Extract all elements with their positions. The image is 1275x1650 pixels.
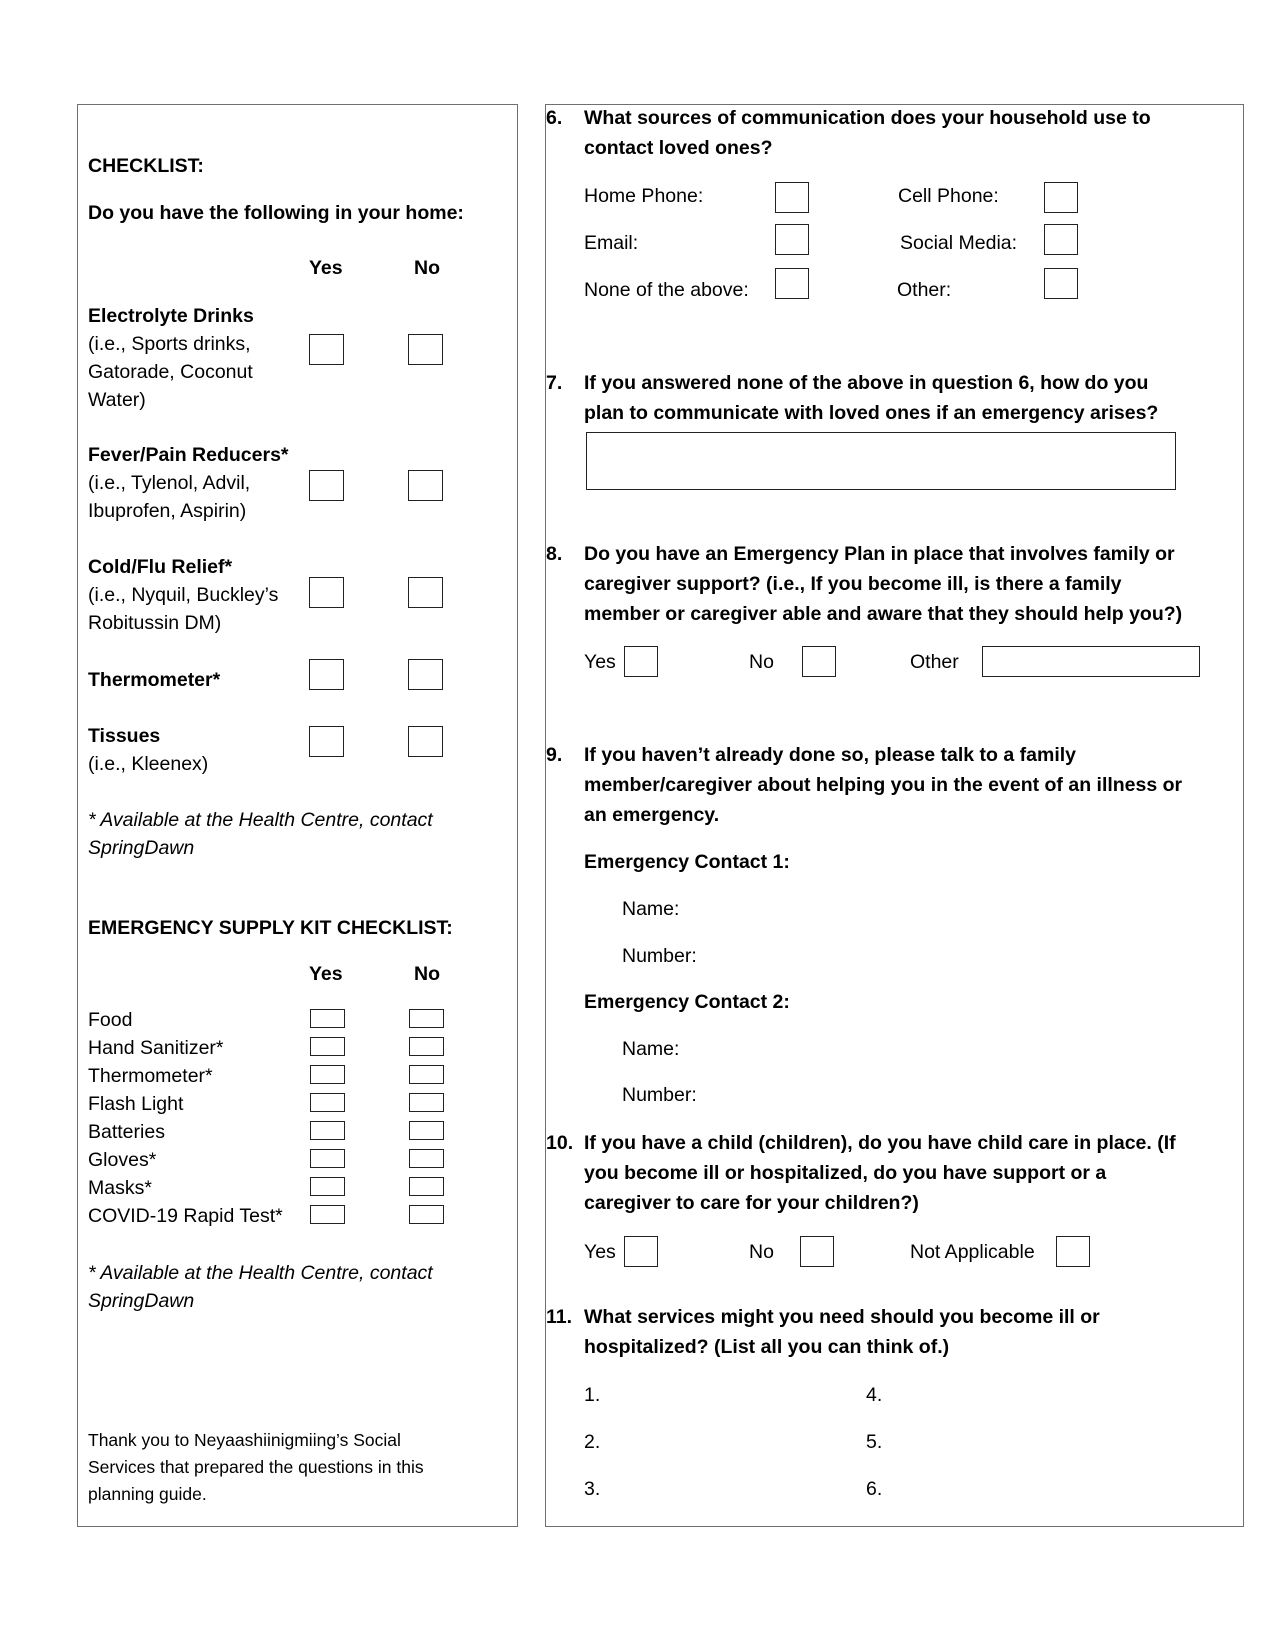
question-text: caregiver to care for your children?) bbox=[584, 1192, 919, 1214]
coldflu-no-checkbox[interactable] bbox=[408, 577, 443, 608]
emergency-plan-no-checkbox[interactable] bbox=[802, 646, 836, 677]
question-text: If you haven’t already done so, please talk to a family bbox=[584, 744, 1076, 766]
column-no: No bbox=[414, 257, 440, 279]
option-label: Other: bbox=[897, 279, 952, 301]
question-text: What services might you need should you become ill or bbox=[584, 1306, 1100, 1328]
cell-phone-checkbox[interactable] bbox=[1044, 182, 1078, 213]
option-label: Yes bbox=[584, 1241, 616, 1263]
question-text: hospitalized? (List all you can think of.) bbox=[584, 1336, 950, 1358]
option-label: Home Phone: bbox=[584, 185, 704, 207]
question-text: If you answered none of the above in question 6, how do you bbox=[584, 372, 1149, 394]
contact-2-name-label: Name: bbox=[622, 1038, 680, 1060]
option-label: None of the above: bbox=[584, 279, 749, 301]
service-list-item[interactable]: 3. bbox=[584, 1478, 601, 1500]
option-label: Email: bbox=[584, 232, 639, 254]
kit-item-yes-checkbox[interactable] bbox=[310, 1093, 345, 1112]
question-text: caregiver support? (i.e., If you become ill, is there a family bbox=[584, 573, 1122, 595]
option-label: No bbox=[749, 651, 774, 673]
question-text: Do you have an Emergency Plan in place that involves family or bbox=[584, 543, 1175, 565]
contact-1-number-label: Number: bbox=[622, 945, 697, 967]
question-text: contact loved ones? bbox=[584, 137, 773, 159]
question-number: 6. bbox=[546, 107, 563, 129]
kit-item-yes-checkbox[interactable] bbox=[310, 1205, 345, 1224]
thermometer-yes-checkbox[interactable] bbox=[309, 659, 344, 690]
question-text: an emergency. bbox=[584, 804, 720, 826]
item-detail: Water) bbox=[88, 389, 146, 411]
coldflu-yes-checkbox[interactable] bbox=[309, 577, 344, 608]
communication-plan-input[interactable] bbox=[586, 432, 1176, 490]
fever-yes-checkbox[interactable] bbox=[309, 470, 344, 501]
question-number: 7. bbox=[546, 372, 563, 394]
thanks-note: Services that prepared the questions in this bbox=[88, 1457, 424, 1477]
checklist-title: CHECKLIST: bbox=[88, 155, 204, 177]
kit-item-no-checkbox[interactable] bbox=[409, 1205, 444, 1224]
option-label: Not Applicable bbox=[910, 1241, 1035, 1263]
checklist-question: Do you have the following in your home: bbox=[88, 202, 464, 224]
availability-note: SpringDawn bbox=[88, 1290, 195, 1312]
availability-note: * Available at the Health Centre, contact bbox=[88, 1262, 433, 1284]
childcare-yes-checkbox[interactable] bbox=[624, 1236, 658, 1267]
question-number: 11. bbox=[546, 1306, 573, 1328]
item-detail: (i.e., Sports drinks, bbox=[88, 333, 251, 355]
tissues-yes-checkbox[interactable] bbox=[309, 726, 344, 757]
availability-note: * Available at the Health Centre, contact bbox=[88, 809, 433, 831]
kit-item-yes-checkbox[interactable] bbox=[310, 1009, 345, 1028]
column-yes: Yes bbox=[309, 257, 343, 279]
item-name: Cold/Flu Relief* bbox=[88, 556, 233, 578]
emergency-contact-2-heading: Emergency Contact 2: bbox=[584, 991, 790, 1013]
email-checkbox[interactable] bbox=[775, 224, 809, 255]
social-media-checkbox[interactable] bbox=[1044, 224, 1078, 255]
question-number: 8. bbox=[546, 543, 563, 565]
question-text: member or caregiver able and aware that they should help you?) bbox=[584, 603, 1183, 625]
kit-item-no-checkbox[interactable] bbox=[409, 1121, 444, 1140]
other-checkbox[interactable] bbox=[1044, 268, 1078, 299]
question-text: plan to communicate with loved ones if an emergency arises? bbox=[584, 402, 1159, 424]
service-list-item[interactable]: 4. bbox=[866, 1384, 883, 1406]
kit-item-yes-checkbox[interactable] bbox=[310, 1065, 345, 1084]
none-of-above-checkbox[interactable] bbox=[775, 268, 809, 299]
childcare-no-checkbox[interactable] bbox=[800, 1236, 834, 1267]
fever-no-checkbox[interactable] bbox=[408, 470, 443, 501]
home-phone-checkbox[interactable] bbox=[775, 182, 809, 213]
service-list-item[interactable]: 2. bbox=[584, 1431, 601, 1453]
kit-item-no-checkbox[interactable] bbox=[409, 1065, 444, 1084]
question-text: you become ill or hospitalized, do you have support or a bbox=[584, 1162, 1107, 1184]
kit-item-label: COVID-19 Rapid Test* bbox=[88, 1205, 283, 1227]
item-detail: (i.e., Nyquil, Buckley’s bbox=[88, 584, 279, 606]
kit-column-yes: Yes bbox=[309, 963, 343, 985]
contact-2-number-label: Number: bbox=[622, 1084, 697, 1106]
electrolyte-yes-checkbox[interactable] bbox=[309, 334, 344, 365]
item-name: Thermometer* bbox=[88, 669, 221, 691]
kit-item-yes-checkbox[interactable] bbox=[310, 1149, 345, 1168]
thanks-note: Thank you to Neyaashiinigmiing’s Social bbox=[88, 1430, 401, 1450]
availability-note: SpringDawn bbox=[88, 837, 195, 859]
kit-item-no-checkbox[interactable] bbox=[409, 1177, 444, 1196]
kit-item-label: Batteries bbox=[88, 1121, 165, 1143]
thanks-note: planning guide. bbox=[88, 1484, 207, 1504]
option-label: Other bbox=[910, 651, 959, 673]
service-list-item[interactable]: 1. bbox=[584, 1384, 601, 1406]
kit-column-no: No bbox=[414, 963, 440, 985]
contact-1-name-label: Name: bbox=[622, 898, 680, 920]
kit-item-label: Gloves* bbox=[88, 1149, 157, 1171]
kit-item-no-checkbox[interactable] bbox=[409, 1093, 444, 1112]
question-text: If you have a child (children), do you have child care in place. (If bbox=[584, 1132, 1176, 1154]
item-detail: Gatorade, Coconut bbox=[88, 361, 253, 383]
kit-item-no-checkbox[interactable] bbox=[409, 1037, 444, 1056]
kit-item-label: Food bbox=[88, 1009, 133, 1031]
kit-item-yes-checkbox[interactable] bbox=[310, 1177, 345, 1196]
question-text: member/caregiver about helping you in the event of an illness or bbox=[584, 774, 1183, 796]
childcare-not-applicable-checkbox[interactable] bbox=[1056, 1236, 1090, 1267]
item-detail: Ibuprofen, Aspirin) bbox=[88, 500, 247, 522]
kit-item-yes-checkbox[interactable] bbox=[310, 1037, 345, 1056]
kit-item-label: Masks* bbox=[88, 1177, 152, 1199]
option-label: Social Media: bbox=[900, 232, 1018, 254]
emergency-plan-yes-checkbox[interactable] bbox=[624, 646, 658, 677]
kit-item-label: Thermometer* bbox=[88, 1065, 213, 1087]
kit-title: EMERGENCY SUPPLY KIT CHECKLIST: bbox=[88, 917, 453, 939]
question-number: 9. bbox=[546, 744, 563, 766]
option-label: Yes bbox=[584, 651, 616, 673]
kit-item-label: Hand Sanitizer* bbox=[88, 1037, 224, 1059]
kit-item-no-checkbox[interactable] bbox=[409, 1149, 444, 1168]
option-label: Cell Phone: bbox=[898, 185, 999, 207]
item-name: Tissues bbox=[88, 725, 161, 747]
question-number: 10. bbox=[546, 1132, 574, 1154]
kit-item-no-checkbox[interactable] bbox=[409, 1009, 444, 1028]
kit-item-label: Flash Light bbox=[88, 1093, 184, 1115]
kit-item-yes-checkbox[interactable] bbox=[310, 1121, 345, 1140]
service-list-item[interactable]: 6. bbox=[866, 1478, 883, 1500]
service-list-item[interactable]: 5. bbox=[866, 1431, 883, 1453]
item-detail: (i.e., Kleenex) bbox=[88, 753, 209, 775]
item-name: Electrolyte Drinks bbox=[88, 305, 254, 327]
emergency-plan-other-input[interactable] bbox=[982, 646, 1200, 677]
tissues-no-checkbox[interactable] bbox=[408, 726, 443, 757]
thermometer-no-checkbox[interactable] bbox=[408, 659, 443, 690]
item-name: Fever/Pain Reducers* bbox=[88, 444, 289, 466]
question-text: What sources of communication does your household use to bbox=[584, 107, 1151, 129]
item-detail: Robitussin DM) bbox=[88, 612, 222, 634]
emergency-contact-1-heading: Emergency Contact 1: bbox=[584, 851, 790, 873]
item-detail: (i.e., Tylenol, Advil, bbox=[88, 472, 251, 494]
option-label: No bbox=[749, 1241, 774, 1263]
electrolyte-no-checkbox[interactable] bbox=[408, 334, 443, 365]
